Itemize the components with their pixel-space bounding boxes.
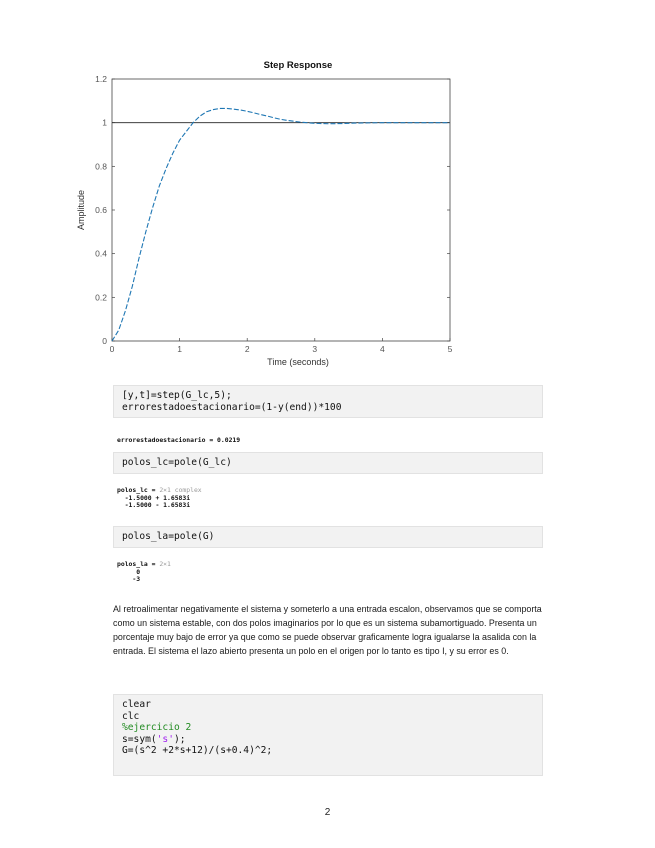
y-tick-label: 0.8 <box>95 161 107 172</box>
output-var-name: polos_la = <box>117 560 160 568</box>
code-block-polos-la[interactable] <box>113 526 543 548</box>
code-line: polos_lc=pole(G_lc) <box>122 457 232 468</box>
page-number: 2 <box>324 807 331 818</box>
code-line: clc <box>122 710 140 722</box>
code-line: G=(s^2 +2*s+12)/(s+0.4)^2; <box>122 745 273 756</box>
output-row: -1.5000 - 1.6583i <box>117 501 191 510</box>
code-line: clear <box>122 699 151 710</box>
y-tick-label: 1.2 <box>95 74 107 84</box>
output-row: -3 <box>117 575 141 584</box>
x-tick-label: 3 <box>312 344 318 354</box>
x-tick-label: 1 <box>177 344 182 354</box>
output-polos-lc <box>117 487 202 510</box>
code-block-polos-lc[interactable] <box>113 452 543 474</box>
code-line: errorestadoestacionario=(1-y(end))*100 <box>122 401 342 413</box>
x-tick-label: 5 <box>447 344 453 354</box>
y-tick-label: 0 <box>102 336 107 346</box>
code-line: polos_la=pole(G) <box>122 531 215 542</box>
output-row: 0 <box>117 567 141 576</box>
output-dim: 2×1 <box>159 560 171 568</box>
step-response-figure <box>70 52 470 372</box>
analysis-paragraph: Al retroalimentar negativamente el sistema y someterlo a una entrada escalon, observamos que se comporta como un sistema estable, con dos polos imaginarios por lo que es un sistema subamortiguado. Presenta un porcentaje muy bajo de error ya que como se puede observar graficamente logra igualarse la asalida con la entrada. El sistema el lazo abierto presenta un polo en el origen por lo tanto es tipo I, y su error es 0. <box>113 604 542 656</box>
y-tick-label: 0.4 <box>95 248 107 259</box>
code-token: s=sym( <box>122 733 157 745</box>
code-string: 's' <box>156 733 174 745</box>
code-block-ejercicio-2[interactable] <box>113 694 543 776</box>
chart-title: Step Response <box>263 60 333 71</box>
y-tick-label: 1 <box>102 117 107 128</box>
code-comment: %ejercicio 2 <box>122 722 192 733</box>
output-error <box>117 437 240 445</box>
y-tick-label: 0.6 <box>95 205 107 215</box>
output-row: -1.5000 + 1.6583i <box>117 493 191 502</box>
x-tick-label: 2 <box>244 344 250 354</box>
plot-area <box>112 79 450 341</box>
x-tick-label: 0 <box>109 344 115 354</box>
code-token: ); <box>173 733 186 745</box>
output-dim: 2×1 complex <box>159 486 202 494</box>
x-axis-label: Time (seconds) <box>267 357 329 367</box>
output-var-name: polos_lc = <box>117 486 160 494</box>
y-axis-label: Amplitude <box>76 189 86 231</box>
y-tick-label: 0.2 <box>95 292 107 303</box>
code-block-step[interactable] <box>113 385 543 418</box>
code-line: [y,t]=step(G_lc,5); <box>122 390 232 401</box>
code-line <box>122 734 534 746</box>
output-polos-la <box>117 561 171 584</box>
output-text: errorestadoestacionario = 0.0219 <box>117 436 241 444</box>
x-tick-label: 4 <box>380 344 385 354</box>
